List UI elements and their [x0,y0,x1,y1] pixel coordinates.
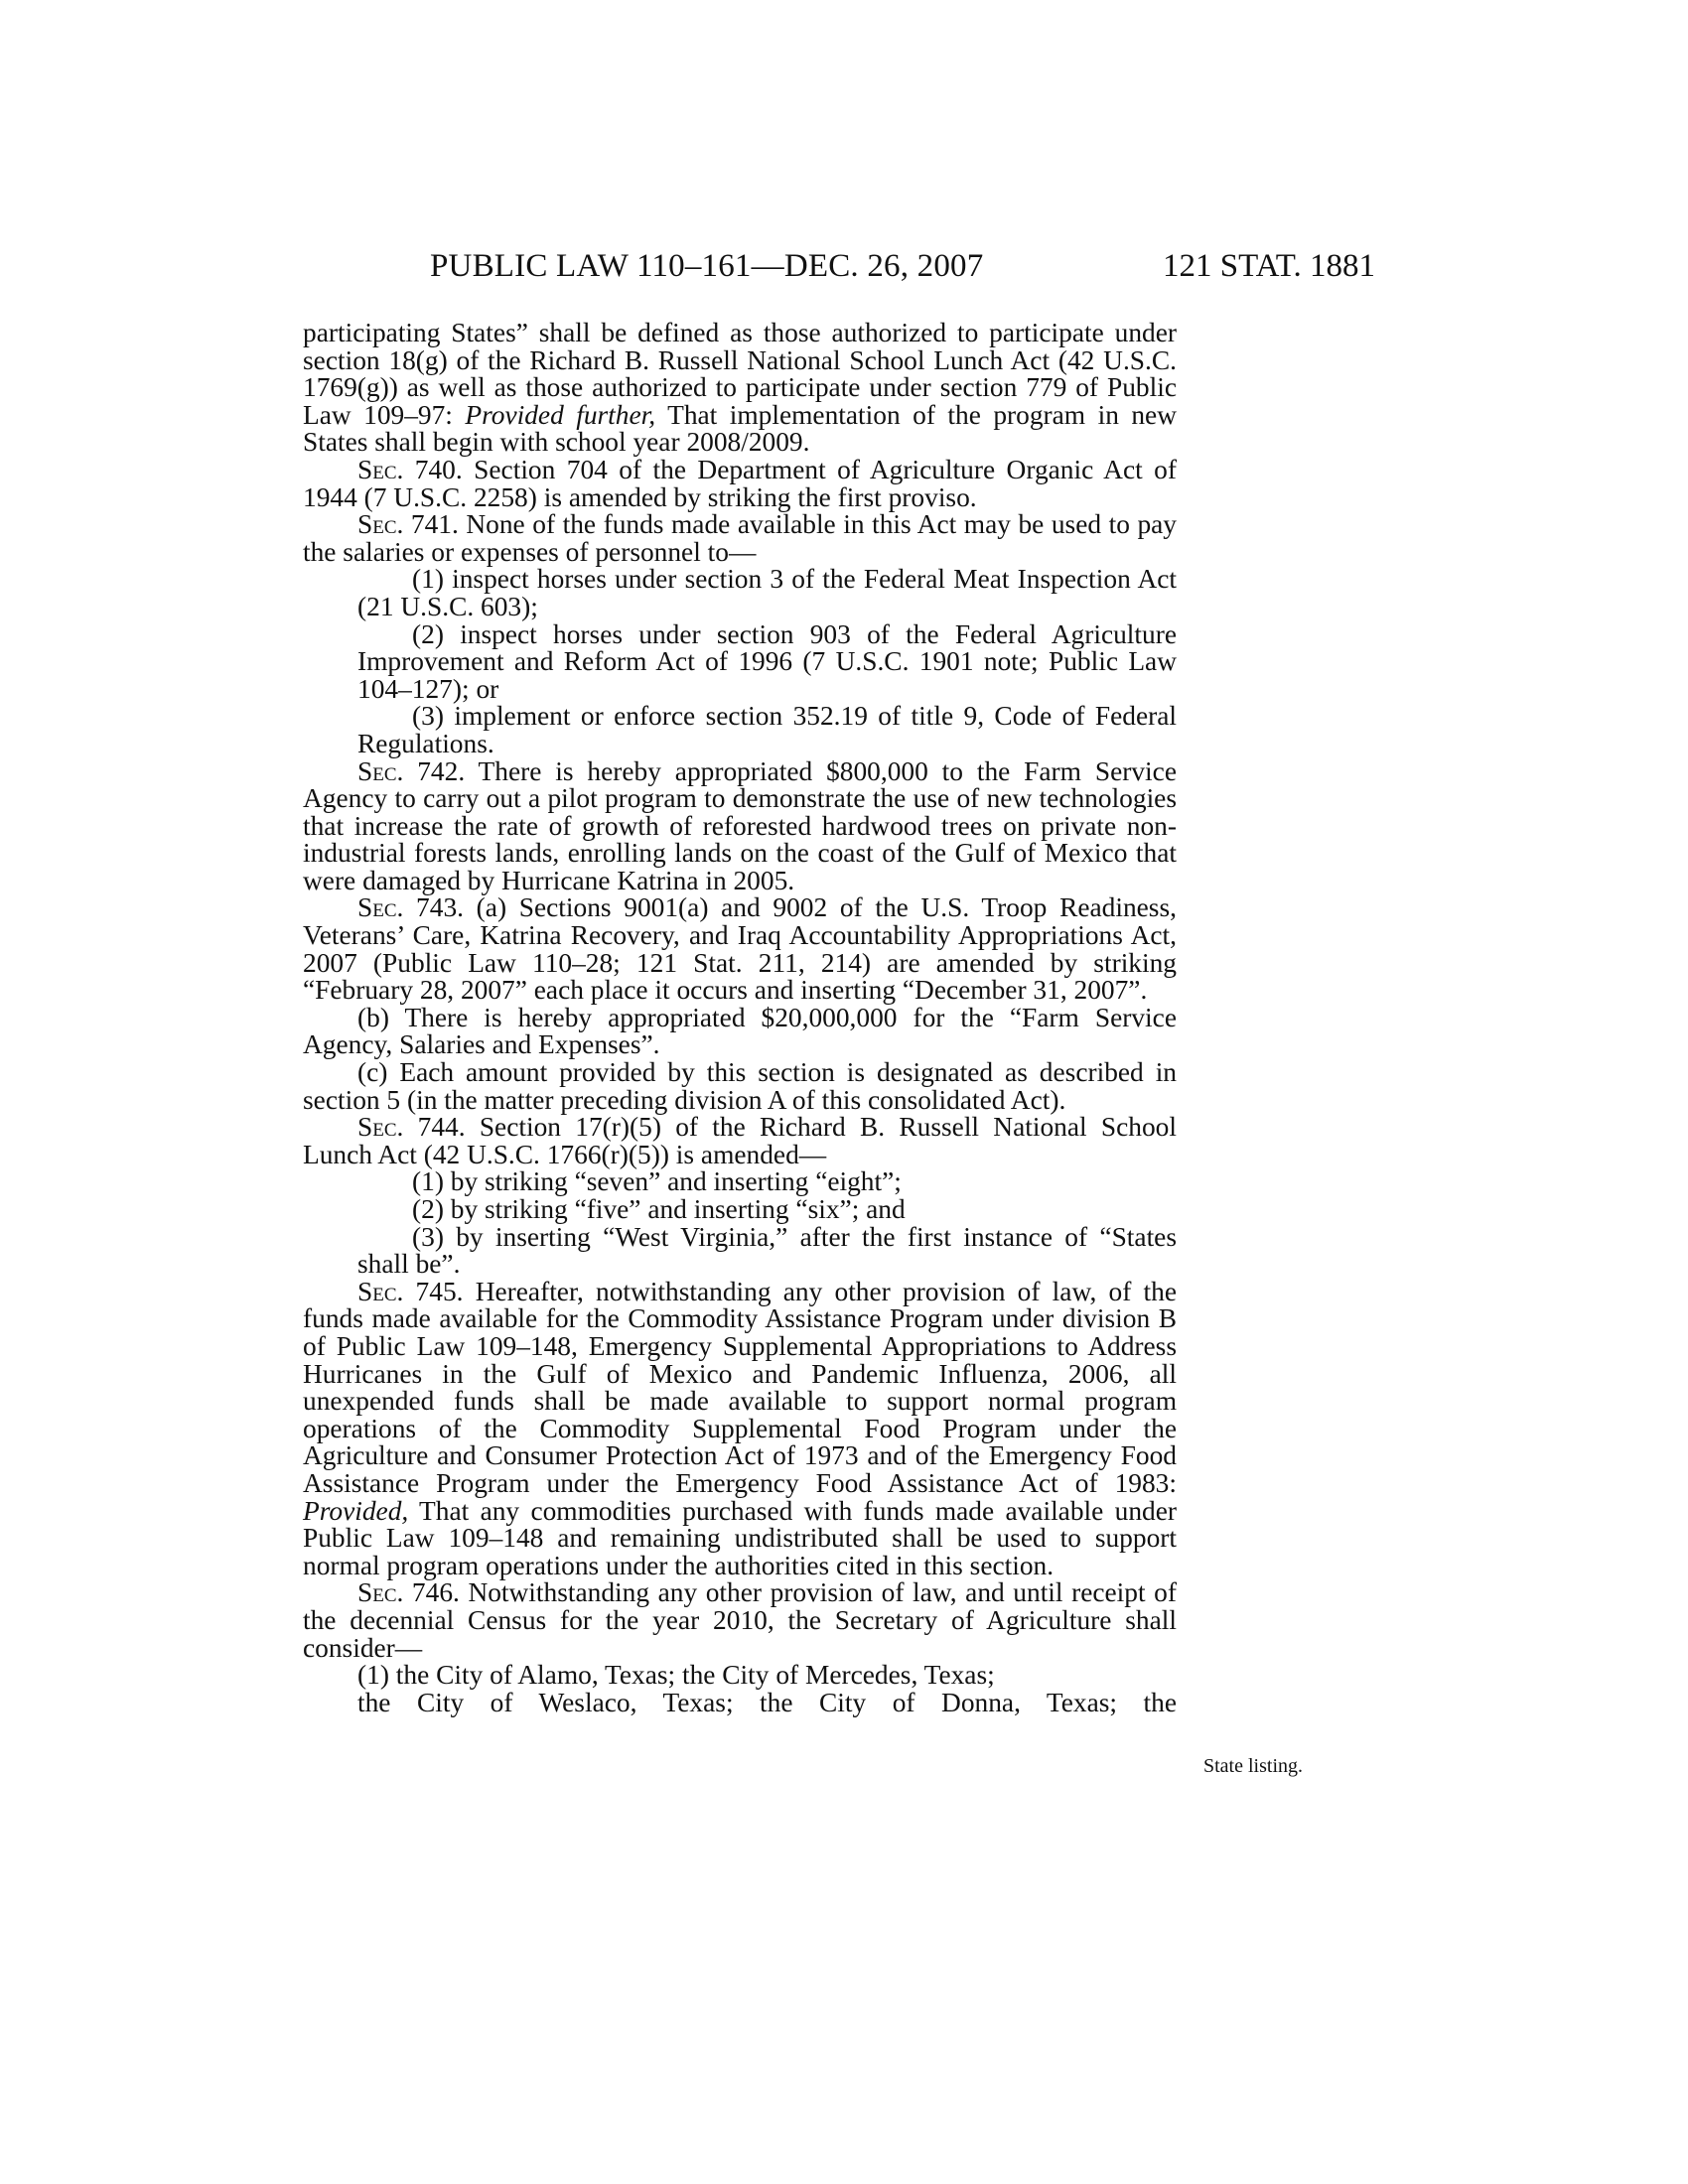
proviso-italic: Provided, [303,1495,409,1526]
section-741-item-2: (2) inspect horses under section 903 of the Federal Agriculture Improvement and Reform Act of 1996 (7 U.S.C. 1901 note; Public Law 104–127); or [357,618,1177,704]
section-744-item-3: (3) by inserting “West Virginia,” after the first instance of “States shall be”. [357,1221,1177,1280]
margin-note-state-listing: State listing. [1203,1755,1303,1777]
section-text: (a) Sections 9001(a) and 9002 of the U.S. Troop Readiness, Veterans’ Care, Katrina Recovery, and Iraq Accountability Appropriations Act, 2007 (Public Law 110–28; 121 Stat. 211, 214) are amended by striking “February 28, 2007” each place it occurs and inserting “December 31, 2007”. [303,892,1177,1006]
section-label: Sec. 746. [357,1577,460,1608]
section-text: Section 704 of the Department of Agriculture Organic Act of 1944 (7 U.S.C. 2258) is amended by striking the first proviso. [303,454,1177,512]
section-label: Sec. 744. [357,1112,466,1143]
section-744-item-2: (2) by striking “five” and inserting “six”; and [412,1194,906,1224]
section-743-b: (b) There is hereby appropriated $20,000,000 for the “Farm Service Agency, Salaries and Expenses”. [303,1002,1177,1060]
section-label: Sec. 740. [357,454,463,484]
continued-text: participating States” shall be defined as those authorized to participate under section 18(g) of the Richard B. Russell National School Lunch Act (42 U.S.C. 1769(g)) as well as those authorized to participate under section 779 of Public Law 109–97: [303,318,1177,430]
proviso-italic: Provided further, [465,399,656,430]
section-743-c: (c) Each amount provided by this section is designated as described in section 5 (in the matter preceding division A of this consolidated Act). [303,1057,1177,1115]
section-label: Sec. 742. [357,755,466,786]
section-745 [303,1276,1177,1580]
section-743 [303,894,1177,1004]
section-text: Hereafter, notwithstanding any other provision of law, of the funds made available for the Commodity Assistance Program under division B of Public Law 109–148, Emergency Supplemental Appropriations to Address Hurricanes in the Gulf of Mexico and Pandemic Influenza, 2006, all unexpended funds shall be made available to support normal program operations of the Commodity Supplemental Food Program under the Agriculture and Consumer Protection Act of 1973 and of the Emergency Food Assistance Program under the Emergency Food Assistance Act of 1983: [303,1276,1177,1498]
section-744-item-1: (1) by striking “seven” and inserting “eight”; [412,1166,902,1197]
section-741-item-3: (3) implement or enforce section 352.19 of title 9, Code of Federal Regulations. [357,701,1177,758]
section-744 [303,1114,1177,1168]
page-header [303,248,1375,288]
statute-body [303,320,1177,1716]
section-742 [303,755,1177,895]
section-741 [303,511,1177,566]
continued-paragraph [303,320,1177,457]
section-label: Sec. 745. [357,1276,464,1306]
section-746-item-1-line-1: (1) the City of Alamo, Texas; the City of Mercedes, Texas; [357,1660,995,1691]
section-label: Sec. 741. [357,509,459,540]
section-746 [303,1579,1177,1662]
section-741-item-1: (1) inspect horses under section 3 of the Federal Meat Inspection Act (21 U.S.C. 603); [357,564,1177,621]
section-label: Sec. 743. [357,892,464,923]
section-746-item-1-line-2: the City of Weslaco, Texas; the City of Donna, Texas; the [357,1687,1177,1717]
section-740 [303,454,1177,512]
section-text: There is hereby appropriated $800,000 to the Farm Service Agency to carry out a pilot program to demonstrate the use of new technologies that increase the rate of growth of reforested hardwood trees on private non-industrial forests lands, enrolling lands on the coast of the Gulf of Mexico that were damaged by Hurricane Katrina in 2005. [303,755,1177,895]
section-text: None of the funds made available in this Act may be used to pay the salaries or expenses of personnel to— [303,509,1177,567]
running-head-title: PUBLIC LAW 110–161—DEC. 26, 2007 [430,248,984,284]
section-text: Notwithstanding any other provision of law, and until receipt of the decennial Census for the year 2010, the Secretary of Agriculture shall consider— [303,1577,1177,1663]
continued-text-end: That implementation of the program in new States shall begin with school year 2008/2009. [303,399,1177,458]
section-text: Section 17(r)(5) of the Richard B. Russell National School Lunch Act (42 U.S.C. 1766(r)(5)) is amended— [303,1112,1177,1169]
section-text-end: That any commodities purchased with funds made available under Public Law 109–148 and remaining undistributed shall be used to support normal program operations under the authorities cited in this section. [303,1495,1177,1580]
page-stat-citation: 121 STAT. 1881 [1162,248,1375,284]
